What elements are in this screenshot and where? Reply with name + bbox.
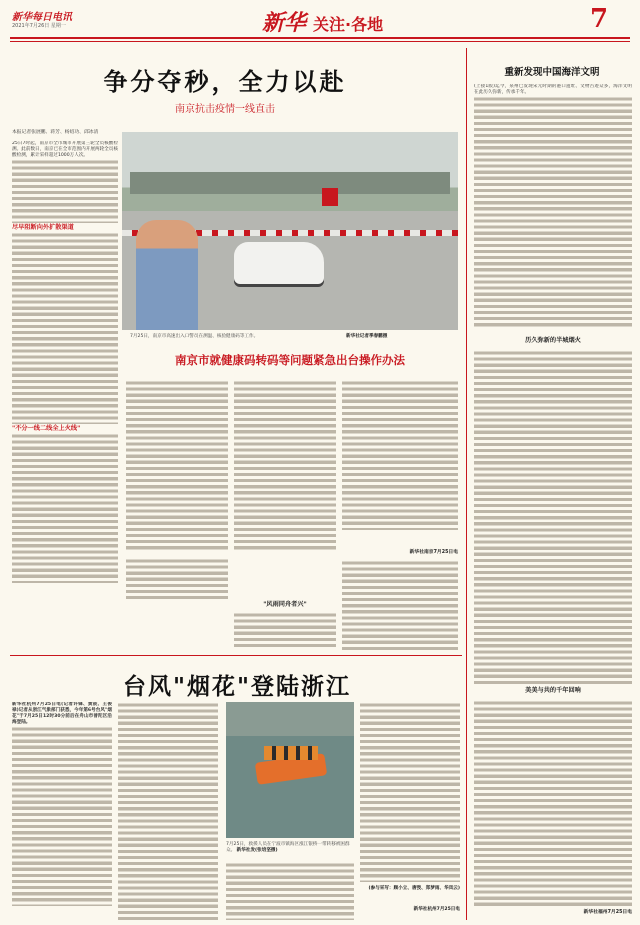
column-divider bbox=[466, 48, 467, 920]
issue-date: 2021年7月26日 星期一 bbox=[12, 23, 66, 29]
typhoon-headline: 台风"烟花"登陆浙江 bbox=[123, 673, 351, 700]
typhoon-col-4 bbox=[360, 702, 460, 882]
typhoon-col-2 bbox=[118, 702, 218, 920]
second-story-col-1 bbox=[126, 380, 228, 552]
middle-block-text-3 bbox=[342, 560, 458, 650]
flood-caption-text: 7月25日，救援人员在宁波市镇海区涨江银桥一带转移被困群众。 bbox=[226, 842, 350, 853]
text-filler bbox=[474, 350, 632, 684]
right-intro: (上接1版)迄今，泉州已发现宋元时期的港口遗址、文物古迹众多，海洋文明在此历久弥新，传承千年。 bbox=[474, 84, 632, 96]
typhoon-byline: (参与采写：顾小立、唐弢、郑梦雨、华凤云) bbox=[368, 886, 460, 891]
text-filler bbox=[126, 380, 228, 552]
building-silhouette bbox=[130, 172, 450, 194]
main-photo bbox=[122, 132, 458, 330]
second-story-col-3 bbox=[342, 380, 458, 530]
typhoon-lead: 新华社杭州7月25日电(记者许锋、黄筱、王俊禄)记者从浙江气象部门获悉，今年第6号台风"烟花"于7月25日12时30分前后在舟山市普陀区沿海登陆。 bbox=[12, 702, 112, 726]
flood-photo bbox=[226, 702, 354, 838]
main-story-intro: 25日7时起，南京市全市城市开展第三轮全员核酸检测。此前数日，南京已在全市范围内开展两轮全员核酸检测，累计采样超过1000万人次。 bbox=[12, 141, 118, 159]
second-story-headline: 南京市就健康码转码等问题紧急出台操作办法 bbox=[175, 353, 405, 367]
section-head-2: "不分一线二线全上火线" bbox=[12, 425, 81, 433]
text-filler bbox=[118, 702, 218, 920]
rescuers bbox=[264, 746, 318, 760]
middle-block-text-2 bbox=[234, 612, 336, 648]
text-filler bbox=[126, 558, 228, 602]
second-story-credit: 新华社南京7月25日电 bbox=[409, 550, 458, 555]
section-logo: 新华 bbox=[262, 10, 307, 36]
car bbox=[234, 242, 324, 284]
text-filler bbox=[474, 700, 632, 906]
main-story-body bbox=[12, 141, 118, 583]
header-rule bbox=[10, 37, 630, 39]
text-filler bbox=[226, 862, 354, 920]
text-filler bbox=[12, 232, 118, 424]
masthead-logo: 新华每日电讯 bbox=[12, 12, 72, 23]
typhoon-rule bbox=[10, 655, 462, 656]
text-filler bbox=[12, 433, 118, 583]
text-filler bbox=[12, 726, 112, 906]
text-filler bbox=[234, 380, 336, 552]
typhoon-col-3-lower bbox=[226, 862, 354, 920]
middle-block-text bbox=[126, 558, 228, 602]
header-rule-thin bbox=[10, 41, 630, 42]
right-col-body-3 bbox=[474, 700, 632, 906]
police-officer bbox=[136, 220, 198, 330]
section-head-1: 尽早阻断向外扩散渠道 bbox=[12, 224, 74, 232]
section-title: 关注·各地 bbox=[313, 15, 384, 34]
main-headline: 争分夺秒，全力以赴 bbox=[103, 67, 347, 96]
flood-photo-caption bbox=[226, 842, 354, 854]
right-col-body-2 bbox=[474, 350, 632, 684]
right-subhead-2: 美美与共的千年回响 bbox=[525, 687, 581, 694]
text-filler bbox=[234, 612, 336, 648]
second-story-col-2 bbox=[234, 380, 336, 552]
photo-caption: 7月25日，南京市高速出入口警员在测温、核验健康码等工作。 bbox=[130, 334, 259, 339]
photo-credit: 新华社记者季春鹏摄 bbox=[346, 334, 388, 339]
right-col-body-1 bbox=[474, 84, 632, 334]
text-filler bbox=[360, 702, 460, 882]
typhoon-credit: 新华社杭州7月25日电 bbox=[413, 907, 460, 912]
typhoon-col-1 bbox=[12, 702, 112, 920]
red-flag bbox=[322, 188, 338, 206]
page-number: 7 bbox=[590, 4, 609, 34]
text-filler bbox=[474, 96, 632, 328]
second-story-subhead: "风雨同舟者兴" bbox=[263, 601, 307, 608]
right-subhead-1: 历久弥新的半城烟火 bbox=[525, 337, 581, 344]
text-filler bbox=[342, 560, 458, 650]
text-filler bbox=[12, 159, 118, 223]
flood-caption-credit: 新华社发(张培坚摄) bbox=[236, 848, 278, 853]
right-headline-1: 重新发现中国海洋文明 bbox=[504, 67, 600, 78]
right-credit: 新华社福州7月25日电 bbox=[583, 910, 632, 915]
byline: 本报记者张展鹏、蒋芳、杨绍功、邱冰清 bbox=[12, 130, 99, 135]
text-filler bbox=[342, 380, 458, 530]
main-subhead: 南京抗击疫情一线直击 bbox=[175, 104, 275, 115]
